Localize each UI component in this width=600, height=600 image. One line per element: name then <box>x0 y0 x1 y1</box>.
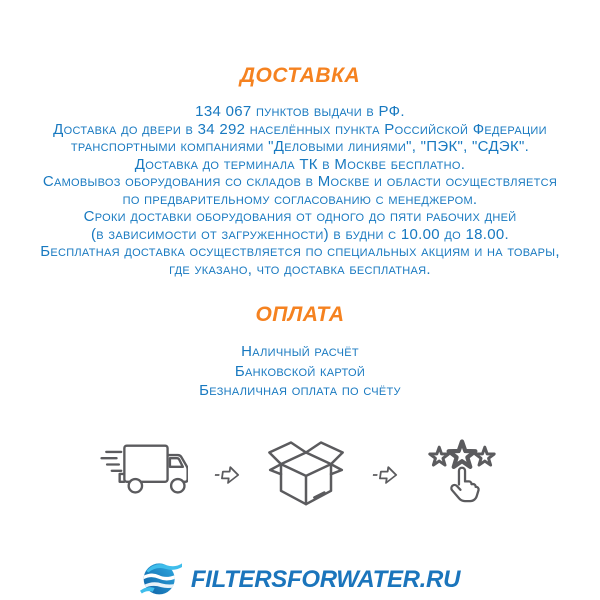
payment-method: Безналичная оплата по счёту <box>199 382 401 399</box>
delivery-line: по предварительному согласованию с менеджером. <box>122 190 478 208</box>
arrow-right-icon <box>212 463 242 487</box>
delivery-line: 134 067 пунктов выдачи в РФ. <box>195 103 405 120</box>
delivery-line: (в зависимости от загруженности) в будни с 10.00 до 18.00. <box>91 225 509 243</box>
payment-method: Банковской картой <box>234 362 366 380</box>
delivery-section-title: ДОСТАВКА <box>239 64 361 87</box>
payment-method: Наличный расчёт <box>241 343 359 360</box>
delivery-line: транспортными компаниями "Деловыми линиями", "ПЭК", "СДЭК". <box>70 138 530 155</box>
delivery-line: Доставка до терминала ТК в Москве бесплатно. <box>134 155 466 173</box>
delivery-truck-icon <box>100 440 188 500</box>
site-logo[interactable] <box>0 558 600 600</box>
rating-stars-icon <box>424 434 500 506</box>
order-process-row <box>0 434 600 506</box>
arrow-right-icon <box>370 463 400 487</box>
delivery-line: Сроки доставки оборудования от одного до пяти рабочих дней <box>83 208 517 225</box>
open-box-icon <box>266 434 346 506</box>
delivery-line: Доставка до двери в 34 292 населённых пункта Российской Федерации <box>53 120 547 138</box>
delivery-line: Самовывоз оборудования со складов в Москве и области осуществляется <box>42 173 558 190</box>
payment-section-title: ОПЛАТА <box>255 303 345 326</box>
brand-name: FILTERSFORWATER.RU <box>190 566 461 593</box>
payment-methods <box>0 342 600 401</box>
delivery-line: Бесплатная доставка осуществляется по специальных акциям и на товары, <box>40 243 560 260</box>
delivery-line: где указано, что доставка бесплатная. <box>169 260 431 278</box>
water-globe-logo-icon <box>140 558 182 600</box>
delivery-info <box>0 103 600 278</box>
